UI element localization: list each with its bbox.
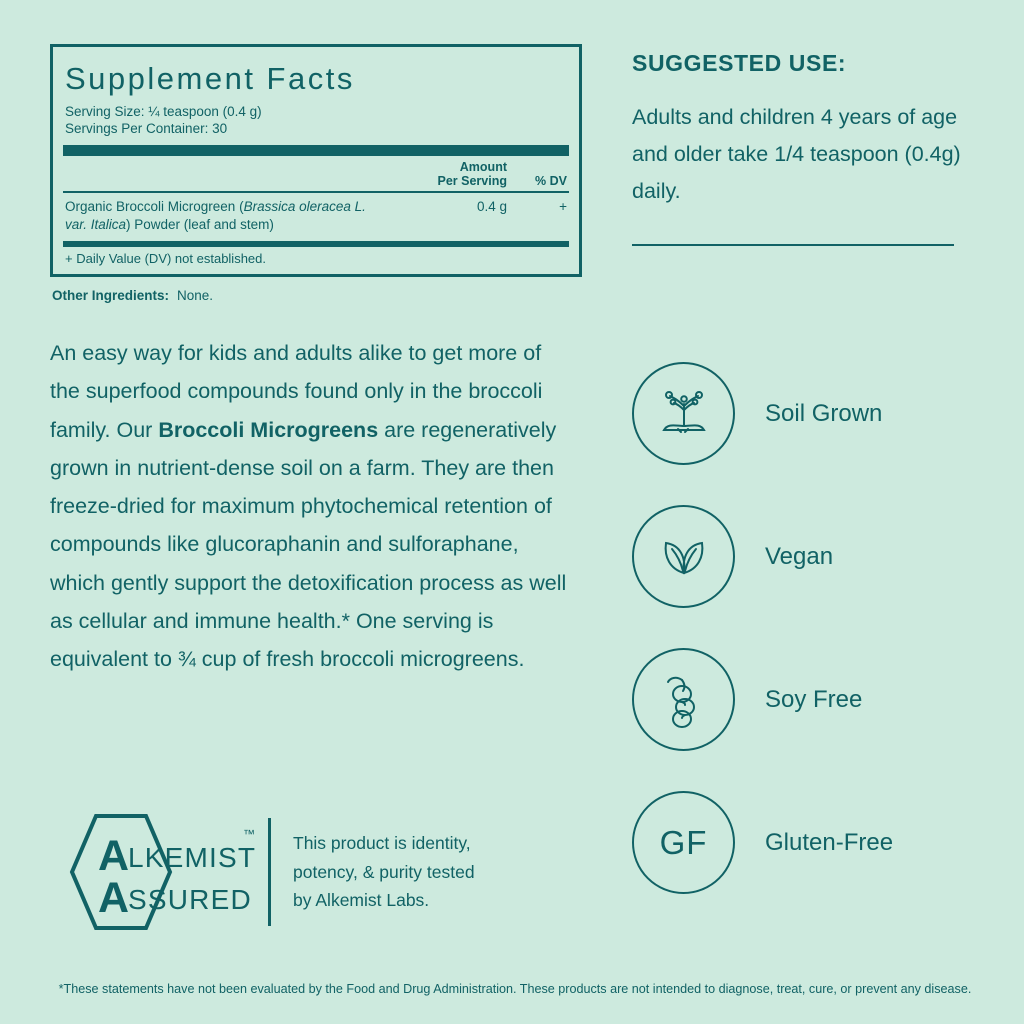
- supplement-facts-panel: [50, 44, 582, 277]
- alkemist-divider: [268, 818, 271, 926]
- badge-list: [632, 342, 992, 914]
- leaves-icon: [652, 525, 716, 589]
- alkemist-line-1: This product is identity,: [293, 833, 471, 854]
- ingredient-name-post: ) Powder (leaf and stem): [126, 216, 274, 232]
- rule-thick-top: [63, 145, 569, 156]
- badge-circle-vegan: [632, 505, 735, 608]
- alkemist-assured-block: [50, 812, 475, 932]
- fda-disclaimer: *These statements have not been evaluated by the Food and Drug Administration. These products are not intended to diagnose, treat, cure, or prevent any disease.: [58, 982, 972, 996]
- left-column: [50, 44, 582, 303]
- description-bold-term: Broccoli Microgreens: [158, 417, 379, 442]
- suggested-use-divider: [632, 244, 954, 246]
- badge-circle-soil-grown: [632, 362, 735, 465]
- svg-text:SSURED: SSURED: [128, 884, 252, 915]
- alkemist-line-2: potency, & purity tested: [293, 861, 475, 882]
- svg-text:™: ™: [243, 827, 255, 841]
- svg-text:LKEMIST: LKEMIST: [128, 842, 256, 873]
- table-row: [63, 193, 569, 238]
- ingredient-dv: +: [559, 199, 567, 215]
- supplement-facts-title: Supplement Facts: [65, 61, 355, 96]
- serving-size: Serving Size: ¼ teaspoon (0.4 g): [65, 104, 262, 119]
- suggested-use-body: Adults and children 4 years of age and older take 1/4 teaspoon (0.4g) daily.: [632, 105, 961, 203]
- daily-value-footnote: + Daily Value (DV) not established.: [65, 251, 266, 267]
- product-description: [50, 334, 570, 678]
- list-item: [632, 771, 992, 914]
- suggested-use-title: SUGGESTED USE:: [632, 50, 847, 76]
- badge-label: Vegan: [765, 542, 834, 570]
- ingredient-name-latin: Brassica oleracea L. var. Italica: [65, 199, 366, 232]
- list-item: [632, 342, 992, 485]
- ingredient-name-pre: Organic Broccoli Microgreen (: [65, 199, 244, 215]
- gf-text-icon: GF: [659, 823, 708, 861]
- other-ingredients-value: None.: [177, 288, 214, 304]
- suggested-use-section: [632, 50, 962, 246]
- alkemist-line-3: by Alkemist Labs.: [293, 890, 430, 911]
- amount-header-line1: Amount: [459, 159, 507, 174]
- alkemist-assured-logo: [50, 812, 256, 932]
- other-ingredients-label: Other Ingredients:: [52, 288, 170, 304]
- amount-header-line2: Per Serving: [437, 173, 507, 188]
- alkemist-description: [293, 829, 475, 915]
- percent-dv-header: % DV: [535, 173, 567, 188]
- amount-per-serving-header: [387, 160, 507, 189]
- ingredient-amount: 0.4 g: [476, 199, 507, 215]
- badge-label: Soy Free: [765, 685, 863, 713]
- badge-label: Soil Grown: [765, 399, 883, 427]
- description-part2: are regeneratively grown in nutrient-dense soil on a farm. They are then freeze-dried for maximum phytochemical retention of compounds like glucoraphanin and sulforaphane, which gently support the detoxification process as well as cellular and immune health.* One serving is equivalent to ¾ cup of fresh broccoli microgreens.: [50, 417, 567, 672]
- supplement-facts-header-row: [63, 156, 569, 192]
- badge-label: Gluten-Free: [765, 828, 894, 856]
- soybean-pod-icon: [652, 668, 716, 732]
- svg-text:A: A: [98, 874, 130, 922]
- alkemist-hexagon-icon: [50, 812, 256, 932]
- list-item: [632, 628, 992, 771]
- ingredient-name: [65, 198, 387, 233]
- sprout-soil-icon: [652, 382, 716, 446]
- badge-circle-gluten-free: [632, 791, 735, 894]
- badge-circle-soy-free: [632, 648, 735, 751]
- svg-text:A: A: [98, 832, 130, 880]
- description-part1: An easy way for kids and adults alike to get more of the superfood compounds found only in the broccoli family. Our: [50, 341, 543, 442]
- other-ingredients: [52, 288, 582, 303]
- list-item: [632, 485, 992, 628]
- servings-per-container: Servings Per Container: 30: [65, 121, 228, 137]
